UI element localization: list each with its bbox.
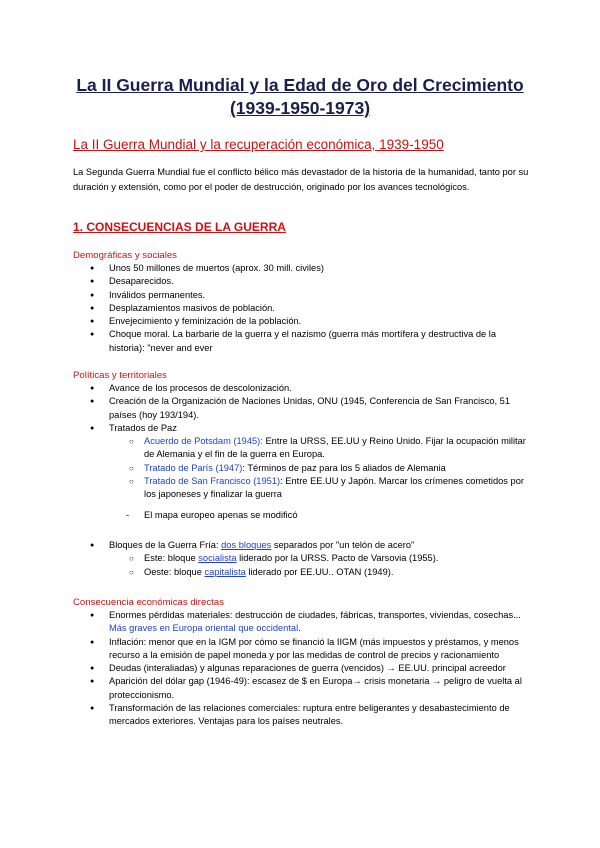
list-item: ● Envejecimiento y feminización de la población.	[73, 315, 533, 328]
list-item: ● Avance de los procesos de descolonización.	[73, 382, 533, 395]
subheading-economicas: Consecuencia económicas directas	[73, 597, 224, 608]
list-item: ● Inflación: menor que en la IGM por cómo se financió la IIGM (más impuestos y préstamos, y menos recurso a la emisión de papel moneda y por las medidas de control de precios y racionamiento	[73, 636, 533, 663]
list-item: ● Transformación de las relaciones comerciales: ruptura entre beligerantes y desabastecimiento de mercados exteriores. Ventajas para los países neutrales.	[73, 702, 533, 729]
este-pre: Este: bloque	[144, 553, 199, 564]
tratado-name: Tratado de París (1947)	[144, 462, 243, 473]
list-item: ● Desaparecidos.	[73, 275, 533, 288]
document-title: La II Guerra Mundial y la Edad de Oro del Crecimiento (1939-1950-1973)	[76, 75, 524, 118]
list-item: ● Unos 50 millones de muertos (aprox. 30 mill. civiles)	[73, 262, 533, 275]
list-item: ● Deudas (interaliadas) y algunas reparaciones de guerra (vencidos) → EE.UU. principal acreedor	[73, 662, 533, 675]
socialista-link[interactable]: socialista	[198, 553, 237, 564]
economicas-highlight: Más graves en Europa oriental que occidental	[109, 623, 299, 634]
list-item-este	[73, 552, 533, 565]
bloques-link[interactable]: dos bloques	[221, 539, 272, 550]
subheading-demograficas: Demográficas y sociales	[73, 250, 177, 261]
bloques-post: separados por "un telón de acero"	[271, 539, 415, 550]
tratado-text: : Entre EE.UU y Japón. Marcar los crímenes cometidos por los japoneses y finalizar la guerra	[144, 476, 524, 500]
list-item: ● Inválidos permanentes.	[73, 289, 533, 302]
tratado-name: Acuerdo de Potsdam (1945):	[144, 436, 263, 447]
tratado-text: : Términos de paz para los 5 aliados de Alemania	[242, 462, 446, 473]
heading-consecuencias: 1. CONSECUENCIAS DE LA GUERRA	[73, 220, 286, 234]
section-title: La II Guerra Mundial y la recuperación económica, 1939-1950	[73, 137, 444, 152]
economicas-text: .	[298, 623, 301, 634]
list-demograficas	[73, 262, 533, 355]
list-item-dash: - El mapa europeo apenas se modificó	[73, 509, 533, 522]
list-item: ● Tratados de Paz	[73, 422, 533, 435]
list-item-bloques	[73, 539, 533, 552]
list-item	[73, 609, 533, 636]
tratado-text: Entre la URSS, EE.UU y Reino Unido. Fijar la ocupación militar de Alemania y el fin de la guerra en Europa.	[144, 436, 526, 460]
bloques-pre: Bloques de la Guerra Fría:	[109, 539, 222, 550]
list-item: ● Aparición del dólar gap (1946-49): escasez de $ en Europa→ crisis monetaria → peligro de vuelta al proteccionismo.	[73, 675, 533, 702]
tratado-name: Tratado de San Francisco (1951)	[144, 476, 281, 487]
list-item: ● Creación de la Organización de Naciones Unidas, ONU (1945, Conferencia de San Francisco, 51 países (hoy 193/194).	[73, 395, 533, 422]
list-item-tratado	[73, 462, 533, 475]
subheading-politicas: Políticas y territoriales	[73, 370, 167, 381]
oeste-post: liderado por EE.UU.. OTAN (1949).	[245, 566, 394, 577]
list-item: ● Choque moral. La barbarie de la guerra y el nazismo (guerra más mortífera y destructiva de la historia): "never and ever	[73, 328, 533, 355]
este-post: liderado por la URSS. Pacto de Varsovia (1955).	[236, 553, 439, 564]
list-economicas	[73, 609, 533, 729]
oeste-pre: Oeste: bloque	[144, 566, 205, 577]
list-item-tratado	[73, 475, 533, 502]
capitalista-link[interactable]: capitalista	[204, 566, 246, 577]
spacer	[73, 530, 533, 539]
list-item: ● Desplazamientos masivos de población.	[73, 302, 533, 315]
list-item-tratado	[73, 435, 533, 462]
list-item-oeste	[73, 566, 533, 579]
intro-paragraph: La Segunda Guerra Mundial fue el conflicto bélico más devastador de la historia de la humanidad, tanto por su duración y extensión, como por el poder de destrucción, originado por los avances tecnológicos.	[73, 167, 529, 192]
economicas-text: Enormes pérdidas materiales: destrucción de ciudades, fábricas, transportes, viviendas, cosechas...	[109, 610, 521, 620]
list-politicas	[73, 382, 533, 579]
